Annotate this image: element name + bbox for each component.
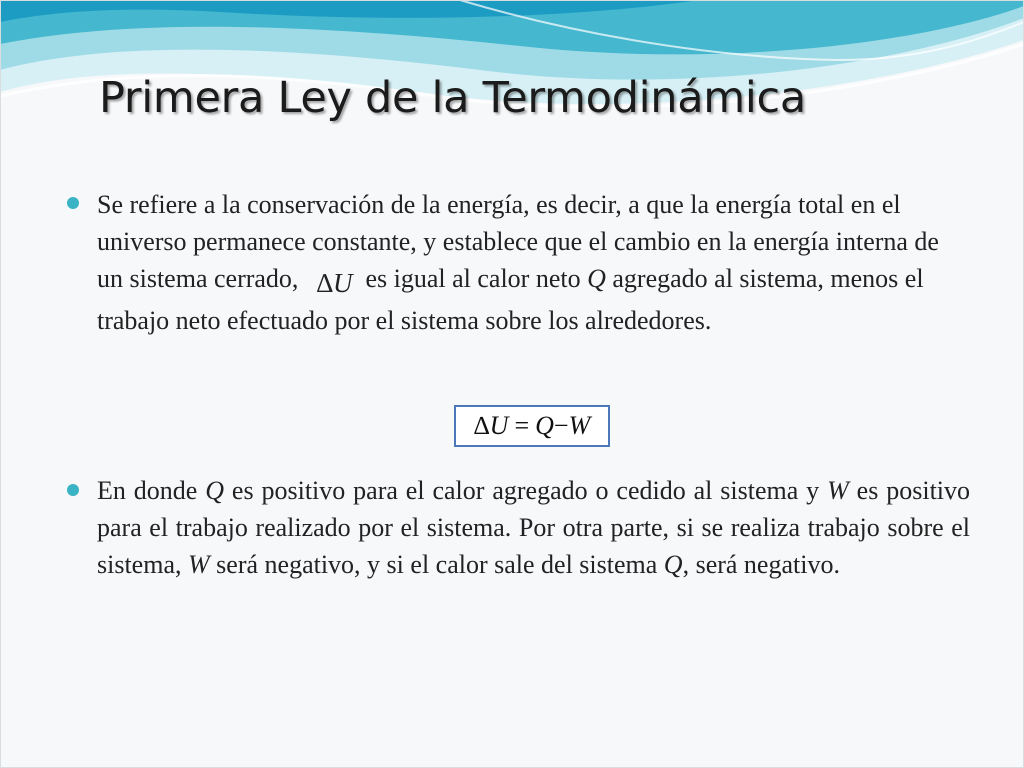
equation-delta: ∆ [473,411,490,440]
equation-box [454,405,610,447]
w-variable: W [188,550,210,579]
equation-w: W [568,411,591,440]
u-glyph: U [332,268,353,298]
paragraph-text: será negativo, y si el calor sale del sistema [216,550,658,579]
bullet-icon [67,197,79,209]
delta-glyph: ∆ [316,268,333,298]
equation-equals: = [514,411,530,440]
paragraph-text: En donde [97,476,198,505]
paragraph-text: es positivo para el trabajo realizado por el sistema. Por otra parte, si se realiza trabajo sobre el sistema, [97,476,971,579]
q-variable: Q [587,264,606,293]
paragraph-text: es positivo para el calor agregado o cedido al sistema y [231,476,820,505]
paragraph-text: Se refiere a la conservación de la energía, es decir, a que la energía total en el universo permanece constante, y establece que el cambio en la energía interna de un sistema cerrado, [97,190,939,293]
paragraph-sign-convention [97,472,970,583]
paragraph-first-law [97,186,970,339]
paragraph-text: agregado al sistema, menos el trabajo neto efectuado por el sistema sobre los alrededores. [97,264,924,335]
delta-u-symbol [316,265,352,302]
equation-u: U [489,411,509,440]
w-variable: W [827,476,849,505]
slide-title: Primera Ley de la Termodinámica [99,73,806,123]
equation-minus: − [553,411,569,440]
bullet-icon [67,484,79,496]
paragraph-text: , será negativo. [682,550,840,579]
q-variable: Q [663,550,683,579]
equation-q: Q [535,411,554,440]
q-variable: Q [205,476,225,505]
paragraph-text: es igual al calor neto [365,264,581,293]
